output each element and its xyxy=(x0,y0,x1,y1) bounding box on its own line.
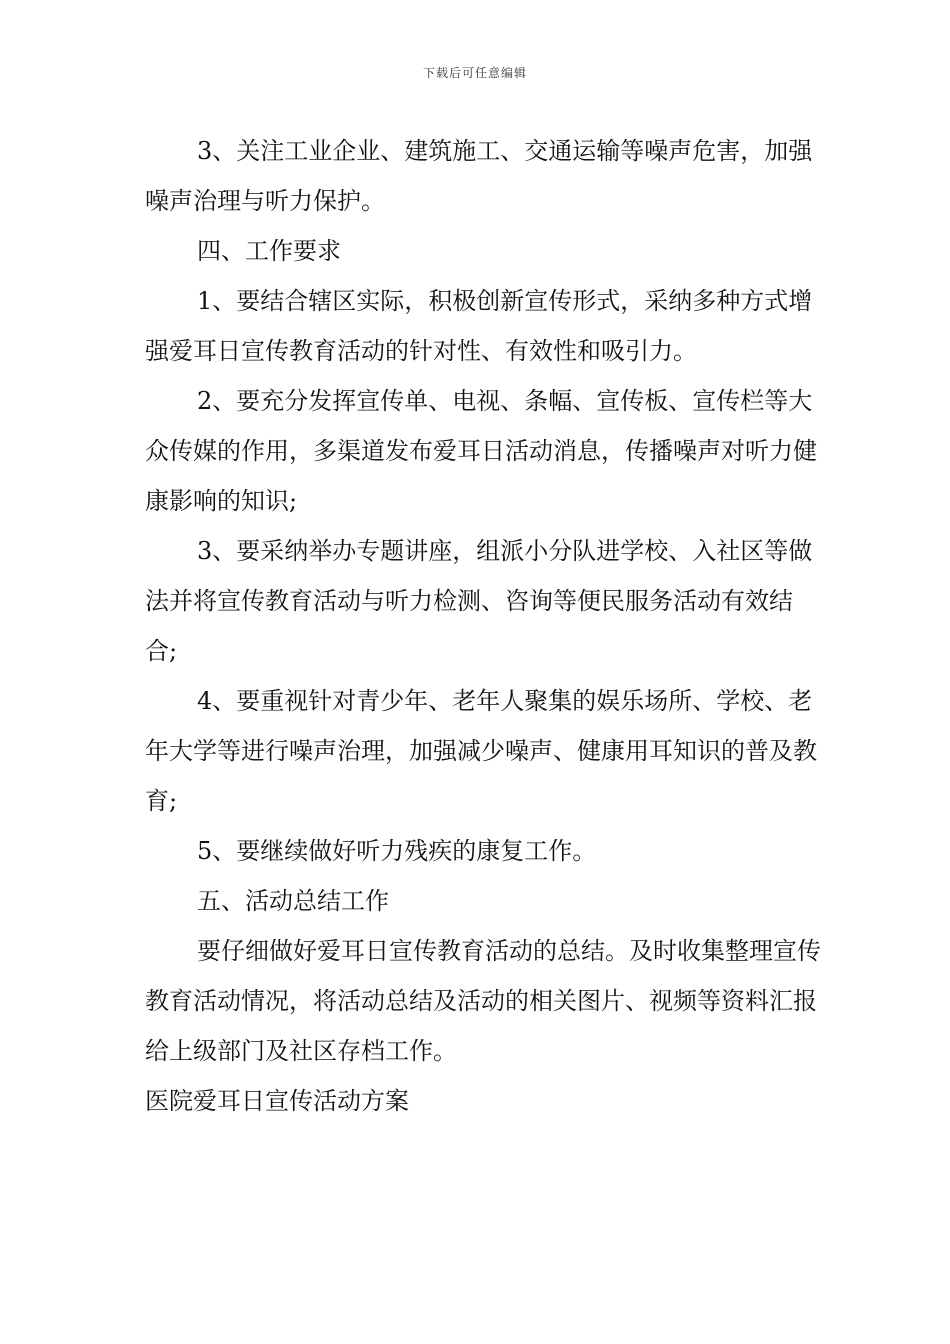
paragraph-requirement-1: 1、要结合辖区实际，积极创新宣传形式，采纳多种方式增强爱耳日宣传教育活动的针对性、有效性和吸引力。 xyxy=(145,287,813,365)
section-heading-activity-summary: 五、活动总结工作 xyxy=(197,887,389,915)
next-document-title: 医院爱耳日宣传活动方案 xyxy=(145,1087,409,1115)
paragraph-requirement-3: 3、要采纳举办专题讲座，组派小分队进学校、入社区等做法并将宣传教育活动与听力检测、咨询等便民服务活动有效结合; xyxy=(145,537,813,665)
section-heading-work-requirements: 四、工作要求 xyxy=(197,237,341,265)
paragraph-summary: 要仔细做好爱耳日宣传教育活动的总结。及时收集整理宣传教育活动情况，将活动总结及活动的相关图片、视频等资料汇报给上级部门及社区存档工作。 xyxy=(145,937,821,1065)
paragraph-requirement-5: 5、要继续做好听力残疾的康复工作。 xyxy=(197,837,597,865)
page-header: 下载后可任意编辑 xyxy=(422,66,527,80)
paragraph-item-3-noise: 3、关注工业企业、建筑施工、交通运输等噪声危害，加强噪声治理与听力保护。 xyxy=(145,137,813,215)
paragraph-requirement-2: 2、要充分发挥宣传单、电视、条幅、宣传板、宣传栏等大众传媒的作用，多渠道发布爱耳日活动消息，传播噪声对听力健康影响的知识; xyxy=(145,387,817,515)
paragraph-requirement-4: 4、要重视针对青少年、老年人聚集的娱乐场所、学校、老年大学等进行噪声治理，加强减少噪声、健康用耳知识的普及教育; xyxy=(145,687,817,815)
document-body xyxy=(145,126,825,1126)
